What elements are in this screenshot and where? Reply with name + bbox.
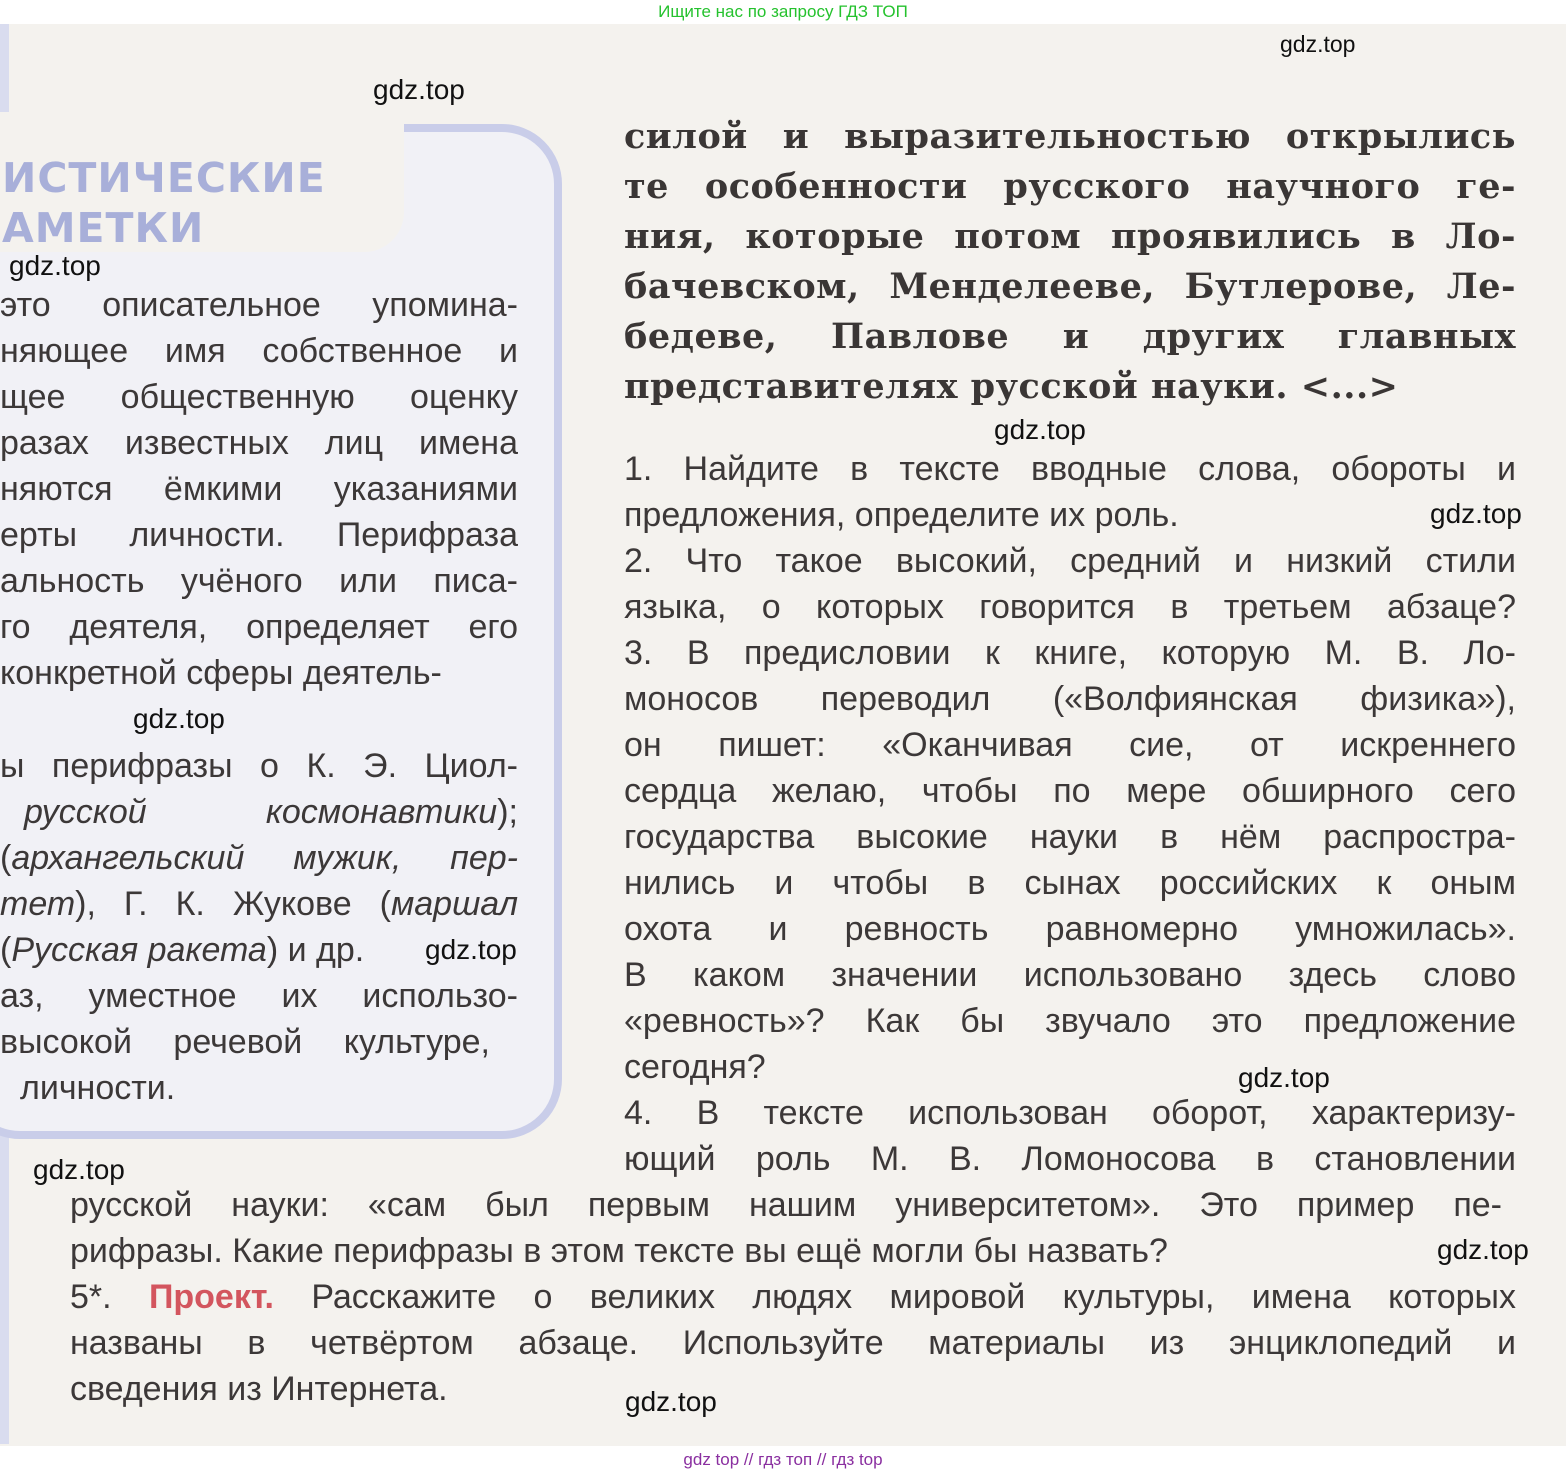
excerpt-line: представителях русской науки. <...> xyxy=(624,366,1399,407)
italic-phrase: маршал xyxy=(390,885,518,923)
sidebar-text-line: конкретной сферы деятель- xyxy=(0,654,442,692)
italic-phrase: Русская ракета xyxy=(11,931,267,969)
bottom-banner: gdz top // гдз топ // гдз top xyxy=(0,1446,1566,1474)
excerpt-line: ния, которые потом проявились в Ло- xyxy=(624,216,1516,257)
sidebar-text-line: это описательное упомина- xyxy=(0,286,518,324)
sidebar-text-line: няющее имя собственное и xyxy=(0,332,518,370)
watermark: gdz.top xyxy=(1238,1062,1330,1093)
question-line: языка, о которых говорится в третьем абзаце? xyxy=(624,588,1516,626)
watermark: gdz.top xyxy=(133,703,225,734)
question-line: сердца желаю, чтобы по мере обширного сего xyxy=(624,772,1516,810)
project-task-line: 5*. Проект. Расскажите о великих людях мировой культуры, имена которых xyxy=(70,1278,1516,1316)
sidebar-title-line: АМЕТКИ xyxy=(2,204,205,252)
italic-phrase: русской космонавтики xyxy=(24,793,498,831)
question-line: 4. В тексте использован оборот, характеризу- xyxy=(624,1094,1516,1132)
sidebar-text-line: разах известных лиц имена xyxy=(0,424,518,462)
project-task-line: названы в четвёртом абзаце. Используйте материалы из энциклопедий и xyxy=(70,1324,1516,1362)
project-label: Проект. xyxy=(148,1278,274,1316)
sidebar-text-line: (Русская ракета) и др. xyxy=(0,931,365,969)
excerpt-line: те особенности русского научного ге- xyxy=(624,166,1516,207)
question-line: русской науки: «сам был первым нашим университетом». Это пример пе- xyxy=(70,1186,1502,1224)
question-line: «ревность»? Как бы звучало это предложение xyxy=(624,1002,1516,1040)
sidebar-text-line: высокой речевой культуре, xyxy=(0,1023,490,1061)
question-line: государства высокие науки в нём распростра- xyxy=(624,818,1516,856)
watermark: gdz.top xyxy=(425,934,517,965)
sidebar-text-line: (архангельский мужик, пер- xyxy=(0,839,518,877)
excerpt-line: бедеве, Павлове и других главных xyxy=(624,316,1516,357)
watermark: gdz.top xyxy=(1280,31,1356,57)
watermark: gdz.top xyxy=(373,74,465,105)
watermark: gdz.top xyxy=(994,414,1086,445)
excerpt-line: бачевском, Менделееве, Бутлерове, Ле- xyxy=(624,266,1516,307)
sidebar-text-line: щее общественную оценку xyxy=(0,378,518,416)
watermark: gdz.top xyxy=(1430,498,1522,529)
question-line: охота и ревность равномерно умножилась». xyxy=(624,910,1516,948)
italic-phrase: тет xyxy=(0,885,76,923)
question-line: В каком значении использовано здесь слово xyxy=(624,956,1516,994)
sidebar-text-line: няются ёмкими указаниями xyxy=(0,470,518,508)
project-task-line: сведения из Интернета. xyxy=(70,1370,448,1408)
excerpt-line: силой и выразительностью открылись xyxy=(624,116,1516,157)
sidebar-title-line: ИСТИЧЕСКИЕ xyxy=(2,154,326,202)
italic-phrase: архангельский мужик, пер- xyxy=(11,839,518,877)
sidebar-text-line: ы перифразы о К. Э. Циол- xyxy=(0,747,518,785)
question-line: ющий роль М. В. Ломоносова в становлении xyxy=(624,1140,1516,1178)
question-line: предложения, определите их роль. xyxy=(624,496,1179,534)
sidebar-text-line: ерты личности. Перифраза xyxy=(0,516,518,554)
question-line: сегодня? xyxy=(624,1048,766,1086)
sidebar-text-line: го деятеля, определяет его xyxy=(0,608,518,646)
watermark: gdz.top xyxy=(9,250,101,281)
sidebar-text-line: личности. xyxy=(20,1069,176,1107)
sidebar-text-line: русской космонавтики); xyxy=(24,793,518,831)
question-line: 1. Найдите в тексте вводные слова, обороты и xyxy=(624,450,1516,488)
question-line: он пишет: «Оканчивая сие, от искреннего xyxy=(624,726,1516,764)
question-line: рифразы. Какие перифразы в этом тексте вы ещё могли бы назвать? xyxy=(70,1232,1168,1270)
sidebar-text-line: аз, уместное их использо- xyxy=(0,977,518,1015)
sidebar-text-line: тет), Г. К. Жукове (маршал xyxy=(0,885,518,923)
watermark: gdz.top xyxy=(625,1386,717,1417)
question-line: нились и чтобы в сынах российских к оным xyxy=(624,864,1516,902)
sidebar-text-line: альность учёного или писа- xyxy=(0,562,518,600)
watermark: gdz.top xyxy=(33,1154,125,1185)
question-line: моносов переводил («Волфиянская физика»), xyxy=(624,680,1516,718)
question-line: 3. В предисловии к книге, которую М. В. Ло- xyxy=(624,634,1516,672)
top-banner: Ищите нас по запросу ГДЗ ТОП xyxy=(0,0,1566,24)
question-line: 2. Что такое высокий, средний и низкий стили xyxy=(624,542,1516,580)
watermark: gdz.top xyxy=(1437,1234,1529,1265)
